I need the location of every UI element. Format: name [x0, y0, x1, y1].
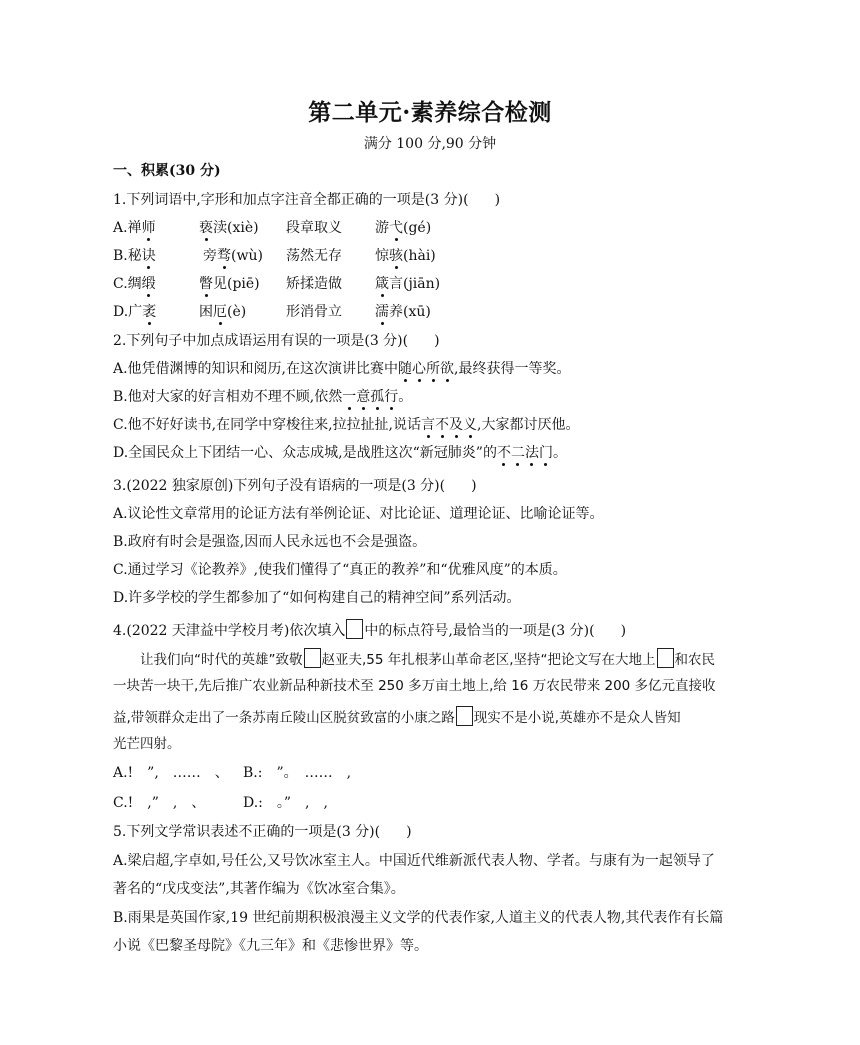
question-2-option-b: B.他对大家的好言相劝不理不顾,依然一意孤行。: [113, 389, 413, 405]
question-1-stem: 1.下列词语中,字形和加点字注音全都正确的一项是(3 分)( ): [113, 192, 501, 208]
score-time-note: 满分 100 分,90 分钟: [363, 136, 497, 152]
question-4-passage-line-1: 让我们向“时代的英雄”致敬 赵亚夫,55 年扎根茅山革命老区,坚持“把论文写在大地上 和农民: [140, 648, 715, 669]
question-2-option-a: A.他凭借渊博的知识和阅历,在这次演讲比赛中随心所欲,最终获得一等奖。: [113, 361, 571, 377]
emphasis-dot-char: 及: [449, 417, 464, 433]
question-5-stem: 5.下列文学常识表述不正确的一项是(3 分)( ): [113, 824, 412, 840]
blank-box-icon: [456, 706, 473, 726]
dotted-idiom: [421, 417, 477, 433]
emphasis-dot-char: 不: [496, 445, 511, 461]
question-4-option-b: B.: ”。 …… ,: [243, 765, 352, 781]
blank-box-icon: [657, 648, 674, 668]
question-3-option-b: B.政府有时会是强盗,因而人民永远也不会是强盗。: [113, 534, 427, 550]
blank-box-icon: [304, 648, 321, 668]
question-5-option-b-line-2: 小说《巴黎圣母院》《九三年》和《悲惨世界》等。: [113, 938, 428, 954]
blank-box-icon: [346, 619, 363, 639]
exam-page: 第二单元·素养综合检测 满分 100 分,90 分钟 一、积累(30 分) 1.下列词语中,字形和加点字注音全都正确的一项是(3 分)( ) A.禅师 亵渎(xiè) 段章取义 游弋(gé) B.秘诀 旁骛(wù) 荡然无存 惊骇(hài) C.绸缎 瞥见(piē) 矫揉造做 箴言(jiān) D.广袤 困厄(è) 形消骨立 濡养(xū) 2.下列句子中加点成语运用有误的一项是(3 分)( ) A.他凭借渊博的知识和阅历,在这次演讲比赛中随心所欲,最终获得一等奖。 B.他对大家的好言相劝不理不顾,依然一意孤行。 C.他不好好读书,在同学中穿梭往来,拉拉扯扯,说话言不及义,大家都讨厌他。 D.全国民众上下团结一心、众志成城,是战胜这次“新冠肺炎”的不二法门。 3.(2022 独家原创)下列句子没有语病的一项是(3 分)( ) A.议论性文章常用的论证方法有举例论证、对比论证、道理论证、比喻论证等。 B.政府有时会是强盗,因而人民永远也不会是强盗。 C.通过学习《论教养》,使我们懂得了“真正的教养”和“优雅风度”的本质。 D.许多学校的学生都参加了“如何构建自己的精神空间”系列活动。 4.(2022 天津益中学校月考)依次填入 中的标点符号,最恰当的一项是(3 分)( ) 让我们向“时代的英雄”致敬 赵亚夫,55 年扎根茅山革命老区,坚持“把论文写在大地上 和农民 一块苦一块干,先后推广农业新品种新技术至 250 多万亩土地上,给 16 万农民带来 200 多亿元直接收 益,带领群众走出了一条苏南丘陵山区脱贫致富的小康之路 现实不是小说,英雄亦不是众人皆知 光芒四射。 A.! ”, …… 、 B.: ”。 …… , C.! ,” , 、 D.: 。” , , 5.下列文学常识表述不正确的一项是(3 分)( ) A.梁启超,字卓如,号任公,又号饮冰室主人。中国近代维新派代表人物、学者。与康有为一起领导了 著名的“戊戌变法”,其著作编为《饮冰室合集》。 B.雨果是英国作家,19 世纪前期积极浪漫主义文学的代表作家,人道主义的代表人物,其代表作有长篇 小说《巴黎圣母院》《九三年》和《悲惨世界》等。: [0, 0, 860, 1045]
section-heading: 一、积累(30 分): [113, 163, 221, 179]
question-4-option-a: A.! ”, …… 、: [113, 765, 229, 781]
question-3-option-a: A.议论性文章常用的论证方法有举例论证、对比论证、道理论证、比喻论证等。: [113, 506, 604, 522]
dotted-idiom: [342, 389, 398, 405]
emphasis-dot-char: 行: [384, 389, 399, 405]
emphasis-dot-char: 二: [510, 445, 525, 461]
emphasis-dot-char: 言: [421, 417, 436, 433]
emphasis-dot-char: 不: [435, 417, 450, 433]
question-3-option-d: D.许多学校的学生都参加了“如何构建自己的精神空间”系列活动。: [113, 590, 521, 606]
question-2-option-d: D.全国民众上下团结一心、众志成城,是战胜这次“新冠肺炎”的不二法门。: [113, 445, 567, 461]
emphasis-dot-char: 一: [342, 389, 357, 405]
question-4-stem: 4.(2022 天津益中学校月考)依次填入 中的标点符号,最恰当的一项是(3 分)( ): [113, 619, 626, 640]
question-3-option-c: C.通过学习《论教养》,使我们懂得了“真正的教养”和“优雅风度”的本质。: [113, 562, 567, 578]
dotted-idiom: [398, 361, 454, 377]
question-5-option-a-line-2: 著名的“戊戌变法”,其著作编为《饮冰室合集》。: [113, 881, 405, 897]
question-3-stem: 3.(2022 独家原创)下列句子没有语病的一项是(3 分)( ): [113, 478, 477, 494]
question-4-passage-line-4: 光芒四射。: [113, 736, 181, 752]
page-title: 第二单元·素养综合检测: [308, 99, 552, 126]
emphasis-dot-char: 意: [356, 389, 371, 405]
emphasis-dot-char: 所: [426, 361, 441, 377]
question-4-option-d: D.: 。” , ,: [243, 795, 328, 811]
emphasis-dot-char: 门: [538, 445, 553, 461]
emphasis-dot-char: 法: [524, 445, 539, 461]
emphasis-dot-char: 心: [412, 361, 427, 377]
emphasis-dot-char: 随: [398, 361, 413, 377]
question-4-option-c: C.! ,” , 、: [113, 795, 206, 811]
question-5-option-b-line-1: B.雨果是英国作家,19 世纪前期积极浪漫主义文学的代表作家,人道主义的代表人物,其代表作有长篇: [113, 910, 724, 926]
emphasis-dot-char: 孤: [370, 389, 385, 405]
question-5-option-a-line-1: A.梁启超,字卓如,号任公,又号饮冰室主人。中国近代维新派代表人物、学者。与康有为一起领导了: [113, 853, 715, 869]
dotted-idiom: [497, 445, 553, 461]
emphasis-dot-char: 义: [463, 417, 478, 433]
question-2-stem: 2.下列句子中加点成语运用有误的一项是(3 分)( ): [113, 333, 440, 349]
question-4-passage-line-2: 一块苦一块干,先后推广农业新品种新技术至 250 多万亩土地上,给 16 万农民带来 200 多亿元直接收: [113, 678, 716, 694]
question-4-passage-line-3: 益,带领群众走出了一条苏南丘陵山区脱贫致富的小康之路 现实不是小说,英雄亦不是众人皆知: [113, 706, 681, 727]
question-2-option-c: C.他不好好读书,在同学中穿梭往来,拉拉扯扯,说话言不及义,大家都讨厌他。: [113, 417, 580, 433]
emphasis-dot-char: 欲: [440, 361, 455, 377]
